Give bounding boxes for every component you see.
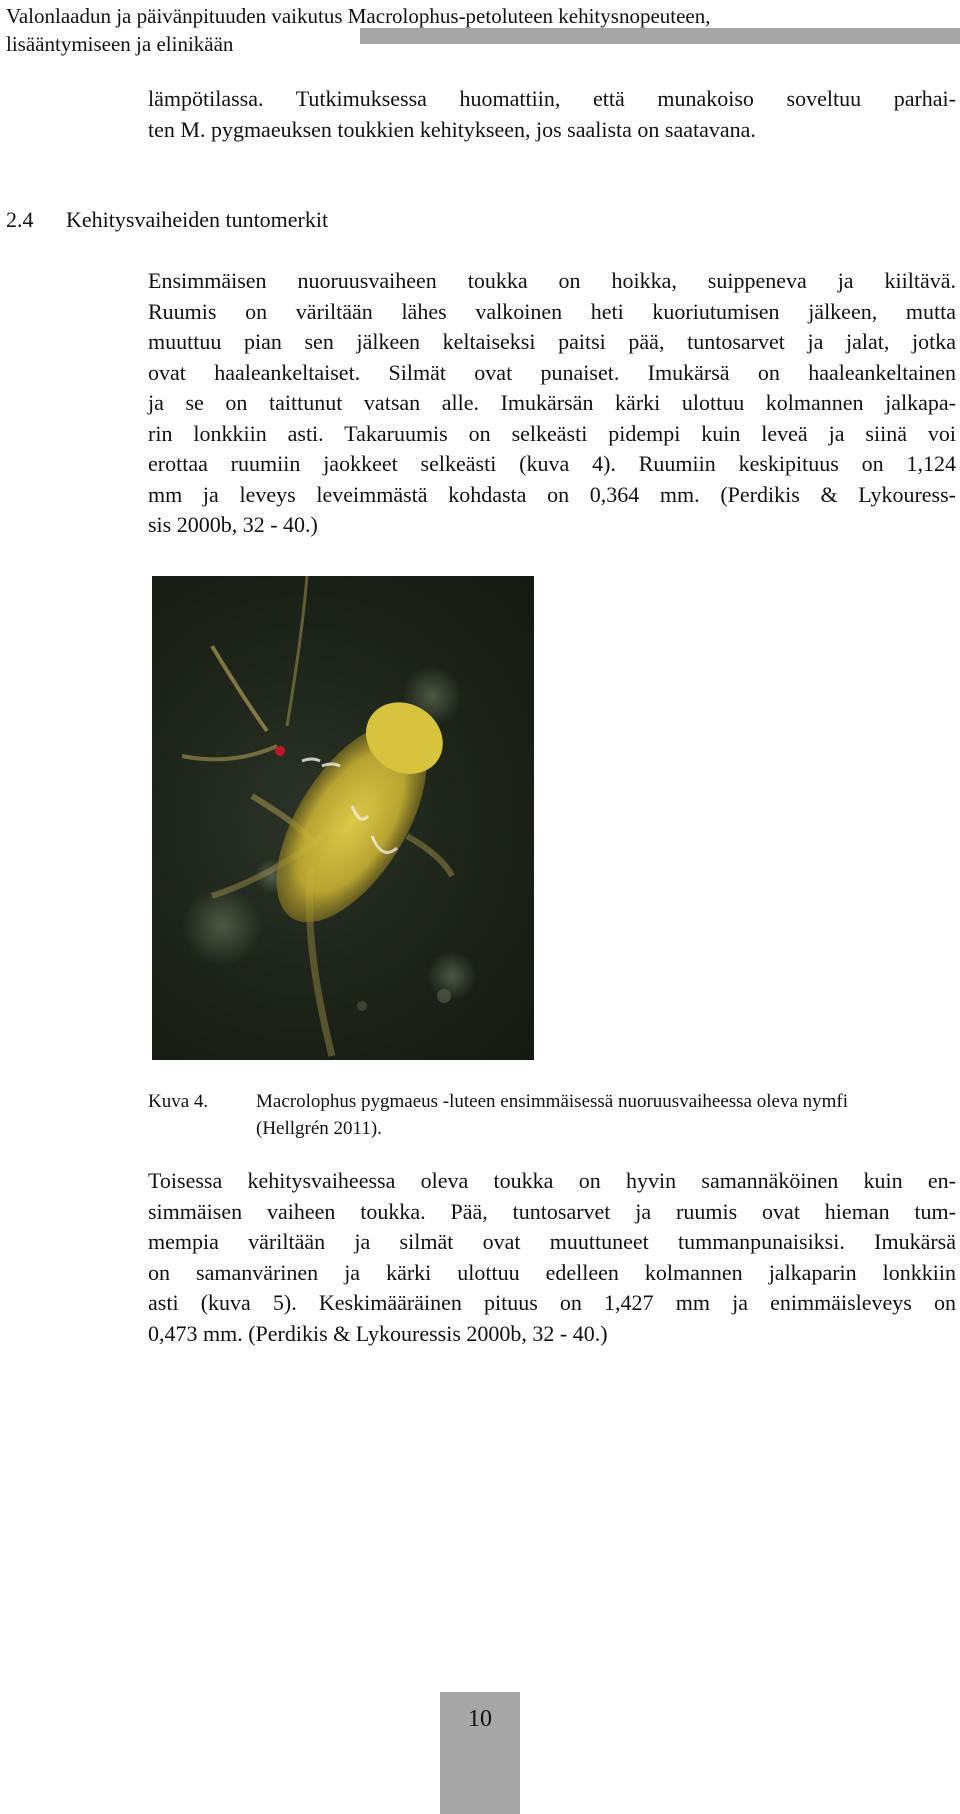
paragraph-first-instar [148,266,956,541]
text-line: erottaa ruumiin jaokkeet selkeästi (kuva 4). Ruumiin keskipituus on 1,124 [148,451,956,476]
text-line: muuttuu pian sen jälkeen keltaiseksi paitsi pää, tuntosarvet ja jalat, jotka [148,329,956,354]
text-line: ovat haaleankeltaiset. Silmät ovat punaiset. Imukärsä on haaleankeltainen [148,359,956,385]
text-line: ten M. pygmaeuksen toukkien kehitykseen, jos saalista on saatavana. [148,116,756,142]
section-title: Kehitysvaiheiden tuntomerkit [66,207,329,232]
text-line: sis 2000b, 32 - 40.) [148,512,318,537]
nymph-illustration [152,576,534,1060]
text-line: ja se on taittunut vatsan alle. Imukärsän kärki ulottuu kolmannen jalkapa- [148,390,956,415]
text-line: simmäisen vaiheen toukka. Pää, tuntosarvet ja ruumis ovat hieman tum- [148,1198,956,1224]
page-header [0,0,960,60]
page-number: 10 [468,1706,492,1732]
text-line: Toisessa kehitysvaiheessa oleva toukka on hyvin samannäköinen kuin en- [148,1168,956,1193]
insect-eye [275,746,285,756]
header-title-line2: lisääntymiseen ja elinikään [6,32,234,56]
text-line: asti (kuva 5). Keskimääräinen pituus on 1,427 mm ja enimmäisleveys on [148,1290,956,1315]
header-title [6,2,946,58]
text-line: Ensimmäisen nuoruusvaiheen toukka on hoikka, suippeneva ja kiiltävä. [148,268,956,293]
text-line: on samanvärinen ja kärki ulottuu edelleen kolmannen jalkaparin lonkkiin [148,1259,956,1285]
text-line: mempia väriltään ja silmät ovat muuttuneet tummanpunaisiksi. Imukärsä [148,1229,956,1254]
intro-paragraph [148,84,956,145]
text-line: 0,473 mm. (Perdikis & Lykouressis 2000b, 32 - 40.) [148,1320,608,1346]
section-heading [6,205,328,235]
text-line: Ruumis on väriltään lähes valkoinen heti kuoriutumisen jälkeen, mutta [148,298,956,324]
caption-line: Macrolophus pygmaeus -luteen ensimmäisessä nuoruusvaiheessa oleva nymfi [256,1091,849,1112]
caption-line: (Hellgrén 2011). [256,1118,382,1139]
section-number: 2.4 [6,207,34,232]
header-title-line1: Valonlaadun ja päivänpituuden vaikutus Macrolophus-petoluteen kehitysnopeuteen, [6,4,714,28]
figure-label: Kuva 4. [148,1091,209,1112]
text-line: lämpötilassa. Tutkimuksessa huomattiin, että munakoiso soveltuu parhai- [148,86,956,111]
text-line: mm ja leveys leveimmästä kohdasta on 0,364 mm. (Perdikis & Lykouress- [148,481,956,507]
page-number-box [440,1692,520,1814]
text-line: rin lonkkiin asti. Takaruumis on selkeästi pidempi kuin leveä ja siinä voi [148,420,956,446]
nymph-photo [152,576,534,1060]
paragraph-second-instar [148,1166,956,1349]
figure-caption-text [256,1088,956,1142]
